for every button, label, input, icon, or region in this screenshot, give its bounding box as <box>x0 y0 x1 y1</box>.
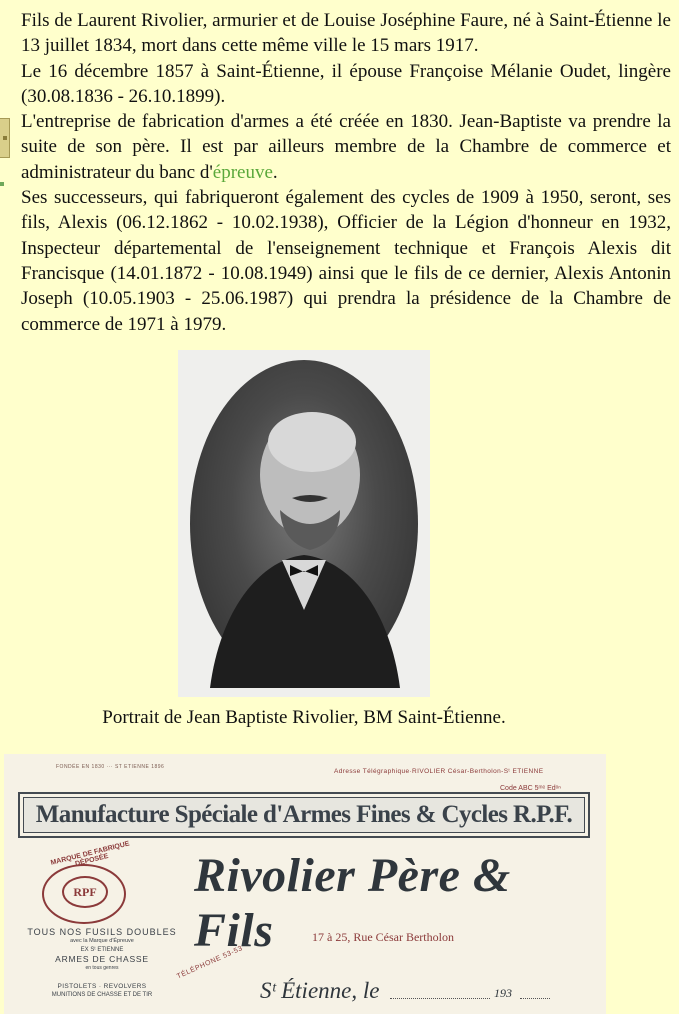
letterhead-gap <box>14 973 190 982</box>
portrait-figure <box>190 360 418 688</box>
portrait-oval <box>190 360 418 688</box>
letterhead-image <box>4 754 606 1014</box>
letterhead-year-line <box>520 998 550 999</box>
letterhead-seal-mark: RPF <box>62 876 108 908</box>
paragraph-birth: Fils de Laurent Rivolier, armurier et de Louise Joséphine Faure, né à Saint-Étienne le 13 juillet 1834, mort dans cette même ville le 15 mars 1917. <box>21 10 671 57</box>
epreuve-link[interactable]: épreuve <box>212 161 273 183</box>
letterhead-date-line <box>390 998 490 999</box>
letterhead-line-5: en tous genres <box>85 965 119 971</box>
letterhead-telegraph: Adresse Télégraphique·RIVOLIER César-Bertholon-Sᵗ ETIENNE <box>334 768 544 775</box>
side-marker <box>0 182 4 186</box>
article-text <box>21 8 671 337</box>
letterhead-line-4: ARMES DE CHASSE <box>55 954 149 964</box>
letterhead-address: 17 à 25, Rue César Bertholon <box>312 930 454 944</box>
paragraph-successors: Ses successeurs, qui fabriqueront également des cycles de 1909 à 1950, seront, ses fils, Alexis (06.12.1862 - 10.02.1938), Officier de la Légion d'honneur en 1932, Inspecteur départemental de l'enseignement technique et François Alexis dit Francisque (14.01.1872 - 10.08.1949) ainsi que le fils de ce dernier, Alexis Antonin Joseph (10.05.1903 - 25.06.1987) qui prendra la présidence de la Chambre de commerce de 1971 à 1979. <box>21 187 671 335</box>
letterhead-year: 193 <box>494 986 512 1000</box>
letterhead-line-1: TOUS NOS FUSILS DOUBLES <box>27 927 177 937</box>
letterhead-line-6: PISTOLETS · REVOLVERS <box>57 983 147 990</box>
letterhead-seal-text: MARQUE DE FABRIQUE DÉPOSÉE <box>50 840 131 868</box>
paragraph-company <box>21 109 671 185</box>
letterhead-banner: Manufacture Spéciale d'Armes Fines & Cycles R.P.F. <box>18 792 590 838</box>
tab-grip-icon <box>3 136 7 140</box>
portrait-caption: Portrait de Jean Baptiste Rivolier, BM Saint-Étienne. <box>102 707 506 728</box>
letterhead-left-text <box>14 928 190 1000</box>
letterhead-city: Sᵗ Étienne, le <box>260 978 380 1003</box>
paragraph-company-end: . <box>272 161 278 183</box>
letterhead-line-2: avec la Marque d'Épreuve <box>70 938 134 944</box>
side-tab-handle[interactable] <box>0 118 10 158</box>
portrait-photo <box>178 350 430 697</box>
letterhead-company-name: Rivolier Père & Fils <box>194 849 511 957</box>
letterhead-small-top: FONDÉE EN 1830 ··· ST ETIENNE 1896 <box>56 764 165 770</box>
letterhead-line-3: EX Sᵗ ETIENNE <box>80 947 124 953</box>
letterhead-line-7: MUNITIONS DE CHASSE ET DE TIR <box>51 992 153 998</box>
letterhead-code: Code ABC 5ᵐᵉ Edᵒⁿ <box>500 785 561 792</box>
paragraph-marriage: Le 16 décembre 1857 à Saint-Étienne, il épouse Françoise Mélanie Oudet, lingère (30.08.1836 - 26.10.1899). <box>21 60 671 107</box>
paragraph-company-text: L'entreprise de fabrication d'armes a été créée en 1830. Jean-Baptiste va prendre la suite de son père. Il est par ailleurs membre de la Chambre de commerce et administrateur du banc d' <box>21 111 671 183</box>
letterhead-phone: TÉLÉPHONE 53-53 <box>176 945 244 981</box>
